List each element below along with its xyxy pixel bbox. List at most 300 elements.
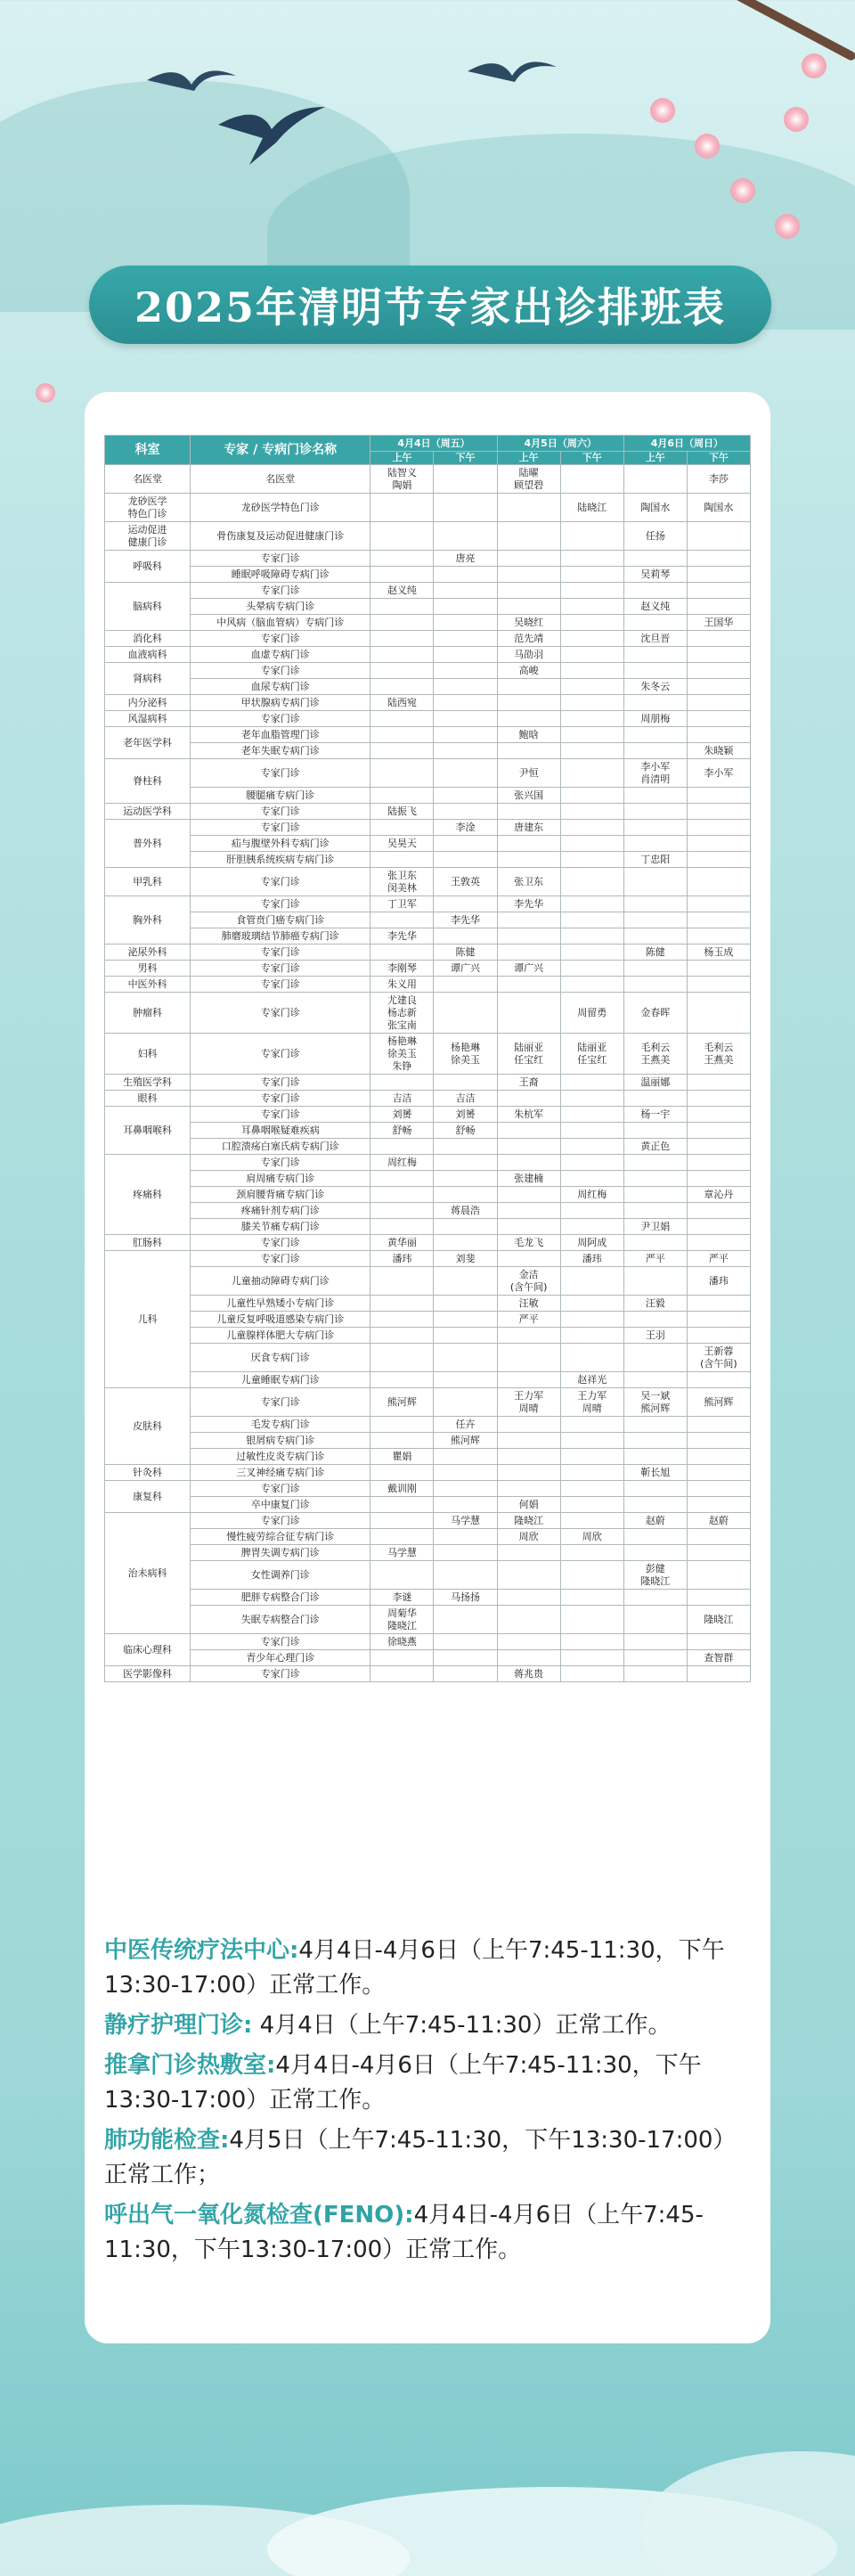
table-row bbox=[105, 1372, 751, 1388]
clinic-cell: 专家门诊 bbox=[191, 1251, 370, 1267]
doctor-cell bbox=[370, 1344, 434, 1372]
doctor-cell bbox=[623, 820, 687, 836]
clinic-cell: 专家门诊 bbox=[191, 759, 370, 788]
table-row bbox=[105, 743, 751, 759]
dept-cell: 儿科 bbox=[105, 1251, 191, 1388]
clinic-cell: 专家门诊 bbox=[191, 551, 370, 567]
doctor-cell bbox=[370, 631, 434, 647]
doctor-cell bbox=[687, 631, 750, 647]
doctor-cell bbox=[497, 1219, 560, 1235]
doctor-cell bbox=[623, 961, 687, 977]
doctor-cell bbox=[560, 868, 623, 896]
dept-cell: 男科 bbox=[105, 961, 191, 977]
doctor-cell: 黄正色 bbox=[623, 1139, 687, 1155]
doctor-cell bbox=[687, 912, 750, 928]
doctor-cell bbox=[370, 743, 434, 759]
doctor-cell bbox=[497, 1561, 560, 1590]
note-text: 4月4日-4月6日（上午7:45-11:30，下午13:30-17:00）正常工作。 bbox=[104, 1937, 725, 1999]
doctor-cell bbox=[434, 465, 497, 494]
doctor-cell: 陆曜 顾望碧 bbox=[497, 465, 560, 494]
doctor-cell: 陆智义 陶娟 bbox=[370, 465, 434, 494]
doctor-cell: 查智群 bbox=[687, 1650, 750, 1666]
doctor-cell: 杨玉成 bbox=[687, 945, 750, 961]
doctor-cell bbox=[434, 1545, 497, 1561]
doctor-cell bbox=[434, 567, 497, 583]
doctor-cell bbox=[434, 759, 497, 788]
doctor-cell bbox=[623, 928, 687, 945]
doctor-cell bbox=[560, 1171, 623, 1187]
doctor-cell: 隆晓江 bbox=[497, 1513, 560, 1529]
doctor-cell: 陆丽亚 任宝红 bbox=[560, 1034, 623, 1075]
doctor-cell bbox=[370, 945, 434, 961]
doctor-cell: 马劭羽 bbox=[497, 647, 560, 663]
header-pm: 下午 bbox=[687, 452, 750, 465]
doctor-cell bbox=[497, 1417, 560, 1433]
doctor-cell bbox=[623, 1312, 687, 1328]
doctor-cell bbox=[560, 852, 623, 868]
table-row bbox=[105, 1171, 751, 1187]
doctor-cell bbox=[370, 788, 434, 804]
doctor-cell bbox=[560, 1344, 623, 1372]
note-text: 4月4日（上午7:45-11:30）正常工作。 bbox=[252, 2012, 672, 2039]
table-row bbox=[105, 1481, 751, 1497]
header-pm: 下午 bbox=[434, 452, 497, 465]
doctor-cell bbox=[370, 1417, 434, 1433]
clinic-cell: 儿童睡眠专病门诊 bbox=[191, 1372, 370, 1388]
doctor-cell bbox=[434, 1344, 497, 1372]
doctor-cell: 王力军 周晴 bbox=[497, 1388, 560, 1417]
clinic-cell: 食管贲门癌专病门诊 bbox=[191, 912, 370, 928]
doctor-cell bbox=[687, 599, 750, 615]
dept-cell: 肾病科 bbox=[105, 663, 191, 695]
clinic-cell: 专家门诊 bbox=[191, 977, 370, 993]
doctor-cell bbox=[560, 1481, 623, 1497]
clinic-cell: 脾胃失调专病门诊 bbox=[191, 1545, 370, 1561]
dept-cell: 甲乳科 bbox=[105, 868, 191, 896]
doctor-cell bbox=[623, 1171, 687, 1187]
doctor-cell: 舒畅 bbox=[370, 1123, 434, 1139]
note-label: 中医传统疗法中心: bbox=[104, 1937, 299, 1964]
table-row bbox=[105, 599, 751, 615]
doctor-cell bbox=[370, 647, 434, 663]
doctor-cell: 张建楠 bbox=[497, 1171, 560, 1187]
dept-cell: 医学影像科 bbox=[105, 1666, 191, 1682]
doctor-cell bbox=[560, 599, 623, 615]
doctor-cell bbox=[623, 647, 687, 663]
doctor-cell bbox=[434, 1139, 497, 1155]
doctor-cell: 周阿成 bbox=[560, 1235, 623, 1251]
note-paragraph bbox=[104, 2198, 754, 2268]
doctor-cell bbox=[687, 1634, 750, 1650]
doctor-cell bbox=[497, 583, 560, 599]
dept-cell: 治未病科 bbox=[105, 1513, 191, 1634]
doctor-cell: 严平 bbox=[687, 1251, 750, 1267]
clinic-cell: 专家门诊 bbox=[191, 583, 370, 599]
doctor-cell bbox=[434, 711, 497, 727]
doctor-cell bbox=[623, 663, 687, 679]
doctor-cell bbox=[434, 896, 497, 912]
doctor-cell: 唐亮 bbox=[434, 551, 497, 567]
table-row bbox=[105, 1666, 751, 1682]
doctor-cell: 温丽娜 bbox=[623, 1075, 687, 1091]
doctor-cell: 赵蔚 bbox=[687, 1513, 750, 1529]
doctor-cell bbox=[370, 1171, 434, 1187]
blossom-icon bbox=[695, 134, 720, 159]
doctor-cell: 朱冬云 bbox=[623, 679, 687, 695]
header-am: 上午 bbox=[623, 452, 687, 465]
doctor-cell bbox=[370, 1203, 434, 1219]
doctor-cell bbox=[434, 631, 497, 647]
doctor-cell bbox=[687, 1545, 750, 1561]
doctor-cell bbox=[497, 1481, 560, 1497]
schedule-body bbox=[105, 465, 751, 1682]
doctor-cell bbox=[370, 820, 434, 836]
dept-cell: 内分泌科 bbox=[105, 695, 191, 711]
doctor-cell bbox=[434, 1497, 497, 1513]
doctor-cell bbox=[434, 647, 497, 663]
doctor-cell: 陶国水 bbox=[687, 494, 750, 522]
doctor-cell bbox=[623, 1545, 687, 1561]
doctor-cell: 尤建良 杨志新 张宝南 bbox=[370, 993, 434, 1034]
note-label: 呼出气一氧化氮检查(FENO): bbox=[104, 2202, 414, 2228]
doctor-cell bbox=[687, 1219, 750, 1235]
doctor-cell bbox=[434, 1650, 497, 1666]
doctor-cell: 谭广兴 bbox=[434, 961, 497, 977]
note-text: 4月4日-4月6日（上午7:45-11:30，下午13:30-17:00）正常工作。 bbox=[104, 2202, 704, 2263]
dept-cell: 耳鼻咽喉科 bbox=[105, 1107, 191, 1155]
table-row bbox=[105, 1344, 751, 1372]
table-row bbox=[105, 1139, 751, 1155]
table-row bbox=[105, 567, 751, 583]
doctor-cell bbox=[434, 1561, 497, 1590]
table-row bbox=[105, 1465, 751, 1481]
table-row bbox=[105, 804, 751, 820]
dept-cell: 妇科 bbox=[105, 1034, 191, 1075]
table-row bbox=[105, 1034, 751, 1075]
clinic-cell: 膝关节痛专病门诊 bbox=[191, 1219, 370, 1235]
doctor-cell bbox=[560, 804, 623, 820]
doctor-cell bbox=[560, 1433, 623, 1449]
clinic-cell: 专家门诊 bbox=[191, 820, 370, 836]
header-pm: 下午 bbox=[560, 452, 623, 465]
doctor-cell bbox=[560, 820, 623, 836]
dept-cell: 泌尿外科 bbox=[105, 945, 191, 961]
dept-cell: 疼痛科 bbox=[105, 1155, 191, 1235]
doctor-cell bbox=[497, 1328, 560, 1344]
doctor-cell: 吉洁 bbox=[434, 1091, 497, 1107]
doctor-cell: 隆晓江 bbox=[687, 1606, 750, 1634]
doctor-cell bbox=[497, 804, 560, 820]
doctor-cell bbox=[370, 1187, 434, 1203]
doctor-cell: 周朋梅 bbox=[623, 711, 687, 727]
doctor-cell bbox=[434, 583, 497, 599]
doctor-cell bbox=[623, 551, 687, 567]
doctor-cell: 陶国水 bbox=[623, 494, 687, 522]
doctor-cell bbox=[687, 977, 750, 993]
doctor-cell: 尹卫娟 bbox=[623, 1219, 687, 1235]
doctor-cell bbox=[434, 1219, 497, 1235]
clinic-cell: 专家门诊 bbox=[191, 1666, 370, 1682]
table-row bbox=[105, 695, 751, 711]
doctor-cell: 戴训刚 bbox=[370, 1481, 434, 1497]
note-paragraph bbox=[104, 2049, 754, 2118]
doctor-cell bbox=[560, 647, 623, 663]
doctor-cell bbox=[434, 1235, 497, 1251]
doctor-cell bbox=[560, 1328, 623, 1344]
clinic-cell: 龙砂医学特色门诊 bbox=[191, 494, 370, 522]
doctor-cell bbox=[434, 1529, 497, 1545]
clinic-cell: 儿童反复呼吸道感染专病门诊 bbox=[191, 1312, 370, 1328]
doctor-cell bbox=[434, 928, 497, 945]
doctor-cell: 陆振飞 bbox=[370, 804, 434, 820]
doctor-cell bbox=[560, 465, 623, 494]
doctor-cell bbox=[560, 1267, 623, 1296]
doctor-cell bbox=[623, 583, 687, 599]
doctor-cell bbox=[560, 961, 623, 977]
doctor-cell bbox=[370, 1561, 434, 1590]
doctor-cell: 吴一斌 熊河辉 bbox=[623, 1388, 687, 1417]
doctor-cell bbox=[497, 945, 560, 961]
doctor-cell bbox=[560, 695, 623, 711]
doctor-cell bbox=[560, 679, 623, 695]
doctor-cell bbox=[434, 494, 497, 522]
doctor-cell bbox=[623, 615, 687, 631]
doctor-cell bbox=[497, 1449, 560, 1465]
doctor-cell bbox=[560, 1561, 623, 1590]
doctor-cell: 李先华 bbox=[497, 896, 560, 912]
doctor-cell bbox=[434, 1187, 497, 1203]
doctor-cell bbox=[497, 599, 560, 615]
table-row bbox=[105, 820, 751, 836]
dept-cell: 生殖医学科 bbox=[105, 1075, 191, 1091]
table-row bbox=[105, 852, 751, 868]
doctor-cell bbox=[370, 615, 434, 631]
clinic-cell: 专家门诊 bbox=[191, 868, 370, 896]
header-clinic: 专家 / 专病门诊名称 bbox=[191, 436, 370, 465]
doctor-cell bbox=[497, 977, 560, 993]
doctor-cell bbox=[623, 465, 687, 494]
doctor-cell bbox=[434, 679, 497, 695]
table-row bbox=[105, 727, 751, 743]
doctor-cell bbox=[560, 1606, 623, 1634]
blossom-icon bbox=[802, 53, 826, 78]
dept-cell: 名医堂 bbox=[105, 465, 191, 494]
dept-cell: 老年医学科 bbox=[105, 727, 191, 759]
doctor-cell bbox=[687, 1481, 750, 1497]
doctor-cell bbox=[560, 1590, 623, 1606]
clinic-cell: 专家门诊 bbox=[191, 1107, 370, 1123]
doctor-cell: 赵蔚 bbox=[623, 1513, 687, 1529]
dept-cell: 针灸科 bbox=[105, 1465, 191, 1481]
swallow-icon bbox=[214, 89, 330, 169]
doctor-cell bbox=[497, 1465, 560, 1481]
doctor-cell bbox=[370, 551, 434, 567]
doctor-cell bbox=[687, 1465, 750, 1481]
doctor-cell: 严平 bbox=[623, 1251, 687, 1267]
doctor-cell bbox=[560, 743, 623, 759]
clinic-cell: 专家门诊 bbox=[191, 804, 370, 820]
doctor-cell bbox=[687, 896, 750, 912]
table-row bbox=[105, 1650, 751, 1666]
doctor-cell bbox=[497, 993, 560, 1034]
table-row bbox=[105, 522, 751, 551]
reed-decoration bbox=[0, 2353, 855, 2576]
doctor-cell bbox=[687, 788, 750, 804]
doctor-cell bbox=[497, 1606, 560, 1634]
dept-cell: 龙砂医学 特色门诊 bbox=[105, 494, 191, 522]
doctor-cell bbox=[623, 1123, 687, 1139]
doctor-cell: 唐建东 bbox=[497, 820, 560, 836]
doctor-cell bbox=[434, 788, 497, 804]
table-row bbox=[105, 1235, 751, 1251]
doctor-cell bbox=[370, 663, 434, 679]
doctor-cell bbox=[687, 1666, 750, 1682]
doctor-cell bbox=[687, 727, 750, 743]
doctor-cell: 徐晓燕 bbox=[370, 1634, 434, 1650]
table-row bbox=[105, 896, 751, 912]
dept-cell: 临床心理科 bbox=[105, 1634, 191, 1666]
clinic-cell: 睡眠呼吸障碍专病门诊 bbox=[191, 567, 370, 583]
doctor-cell bbox=[687, 711, 750, 727]
doctor-cell bbox=[370, 599, 434, 615]
doctor-cell bbox=[434, 1388, 497, 1417]
notes-section bbox=[104, 1934, 754, 2273]
doctor-cell bbox=[434, 663, 497, 679]
dept-cell: 脊柱科 bbox=[105, 759, 191, 804]
doctor-cell: 周红梅 bbox=[560, 1187, 623, 1203]
doctor-cell bbox=[497, 1545, 560, 1561]
schedule-table bbox=[104, 435, 751, 1682]
clinic-cell: 专家门诊 bbox=[191, 945, 370, 961]
doctor-cell: 王国华 bbox=[687, 615, 750, 631]
note-text: 4月4日-4月6日（上午7:45-11:30，下午13:30-17:00）正常工作。 bbox=[104, 2052, 702, 2114]
table-row bbox=[105, 1091, 751, 1107]
doctor-cell bbox=[434, 836, 497, 852]
doctor-cell bbox=[687, 522, 750, 551]
doctor-cell: 毛龙飞 bbox=[497, 1235, 560, 1251]
doctor-cell: 马扬扬 bbox=[434, 1590, 497, 1606]
doctor-cell bbox=[687, 852, 750, 868]
doctor-cell: 毛利云 王燕美 bbox=[623, 1034, 687, 1075]
doctor-cell bbox=[370, 727, 434, 743]
doctor-cell bbox=[560, 896, 623, 912]
doctor-cell bbox=[560, 1312, 623, 1328]
table-row bbox=[105, 1155, 751, 1171]
table-row bbox=[105, 912, 751, 928]
doctor-cell bbox=[687, 1203, 750, 1219]
table-row bbox=[105, 759, 751, 788]
doctor-cell bbox=[434, 1328, 497, 1344]
blossom-icon bbox=[730, 178, 755, 203]
doctor-cell bbox=[370, 494, 434, 522]
doctor-cell bbox=[560, 1465, 623, 1481]
doctor-cell bbox=[497, 852, 560, 868]
doctor-cell: 潘玮 bbox=[687, 1267, 750, 1296]
clinic-cell: 疼痛针剂专病门诊 bbox=[191, 1203, 370, 1219]
doctor-cell bbox=[623, 1187, 687, 1203]
header-am: 上午 bbox=[370, 452, 434, 465]
clinic-cell: 银屑病专病门诊 bbox=[191, 1433, 370, 1449]
table-row bbox=[105, 1107, 751, 1123]
doctor-cell bbox=[687, 663, 750, 679]
clinic-cell: 儿童抽动障碍专病门诊 bbox=[191, 1267, 370, 1296]
note-paragraph bbox=[104, 1934, 754, 2003]
doctor-cell bbox=[497, 711, 560, 727]
blossom-icon bbox=[775, 214, 800, 239]
note-label: 肺功能检查: bbox=[104, 2127, 230, 2154]
doctor-cell: 任卉 bbox=[434, 1417, 497, 1433]
table-row bbox=[105, 1219, 751, 1235]
clinic-cell: 专家门诊 bbox=[191, 1155, 370, 1171]
doctor-cell bbox=[560, 836, 623, 852]
doctor-cell: 刘赟 bbox=[370, 1107, 434, 1123]
doctor-cell bbox=[434, 993, 497, 1034]
doctor-cell: 范先靖 bbox=[497, 631, 560, 647]
doctor-cell: 李谜 bbox=[370, 1590, 434, 1606]
doctor-cell: 张卫东 bbox=[497, 868, 560, 896]
clinic-cell: 老年失眠专病门诊 bbox=[191, 743, 370, 759]
dept-cell: 消化科 bbox=[105, 631, 191, 647]
doctor-cell bbox=[687, 1417, 750, 1433]
doctor-cell: 章沁丹 bbox=[687, 1187, 750, 1203]
doctor-cell: 李先华 bbox=[434, 912, 497, 928]
doctor-cell bbox=[623, 1417, 687, 1433]
doctor-cell bbox=[434, 743, 497, 759]
doctor-cell: 熊河辉 bbox=[370, 1388, 434, 1417]
doctor-cell bbox=[370, 912, 434, 928]
note-text: 4月5日（上午7:45-11:30，下午13:30-17:00）正常工作； bbox=[104, 2127, 737, 2188]
header-day: 4月6日（周日） bbox=[623, 436, 750, 452]
doctor-cell bbox=[687, 928, 750, 945]
clinic-cell: 专家门诊 bbox=[191, 1388, 370, 1417]
table-row bbox=[105, 679, 751, 695]
doctor-cell bbox=[623, 896, 687, 912]
table-row bbox=[105, 993, 751, 1034]
doctor-cell: 杨艳琳 徐美玉 朱铮 bbox=[370, 1034, 434, 1075]
doctor-cell bbox=[434, 1075, 497, 1091]
doctor-cell bbox=[687, 1296, 750, 1312]
clinic-cell: 肝胆胰系统疾病专病门诊 bbox=[191, 852, 370, 868]
table-row bbox=[105, 1203, 751, 1219]
doctor-cell bbox=[623, 743, 687, 759]
doctor-cell bbox=[370, 1139, 434, 1155]
doctor-cell bbox=[687, 820, 750, 836]
clinic-cell: 血虚专病门诊 bbox=[191, 647, 370, 663]
doctor-cell bbox=[687, 1372, 750, 1388]
dept-cell: 眼科 bbox=[105, 1091, 191, 1107]
doctor-cell bbox=[497, 1155, 560, 1171]
blossom-icon bbox=[650, 98, 675, 123]
table-row bbox=[105, 1433, 751, 1449]
table-row bbox=[105, 836, 751, 852]
doctor-cell: 陈健 bbox=[434, 945, 497, 961]
clinic-cell: 过敏性皮炎专病门诊 bbox=[191, 1449, 370, 1465]
doctor-cell bbox=[434, 1155, 497, 1171]
doctor-cell bbox=[687, 1433, 750, 1449]
doctor-cell: 马学慧 bbox=[434, 1513, 497, 1529]
clinic-cell: 肩周痛专病门诊 bbox=[191, 1171, 370, 1187]
doctor-cell bbox=[370, 1650, 434, 1666]
doctor-cell bbox=[370, 1075, 434, 1091]
table-row bbox=[105, 1417, 751, 1433]
doctor-cell bbox=[623, 1433, 687, 1449]
table-row bbox=[105, 928, 751, 945]
doctor-cell bbox=[370, 1296, 434, 1312]
doctor-cell bbox=[623, 1529, 687, 1545]
doctor-cell bbox=[434, 1171, 497, 1187]
dept-cell: 运动促进 健康门诊 bbox=[105, 522, 191, 551]
doctor-cell bbox=[687, 961, 750, 977]
